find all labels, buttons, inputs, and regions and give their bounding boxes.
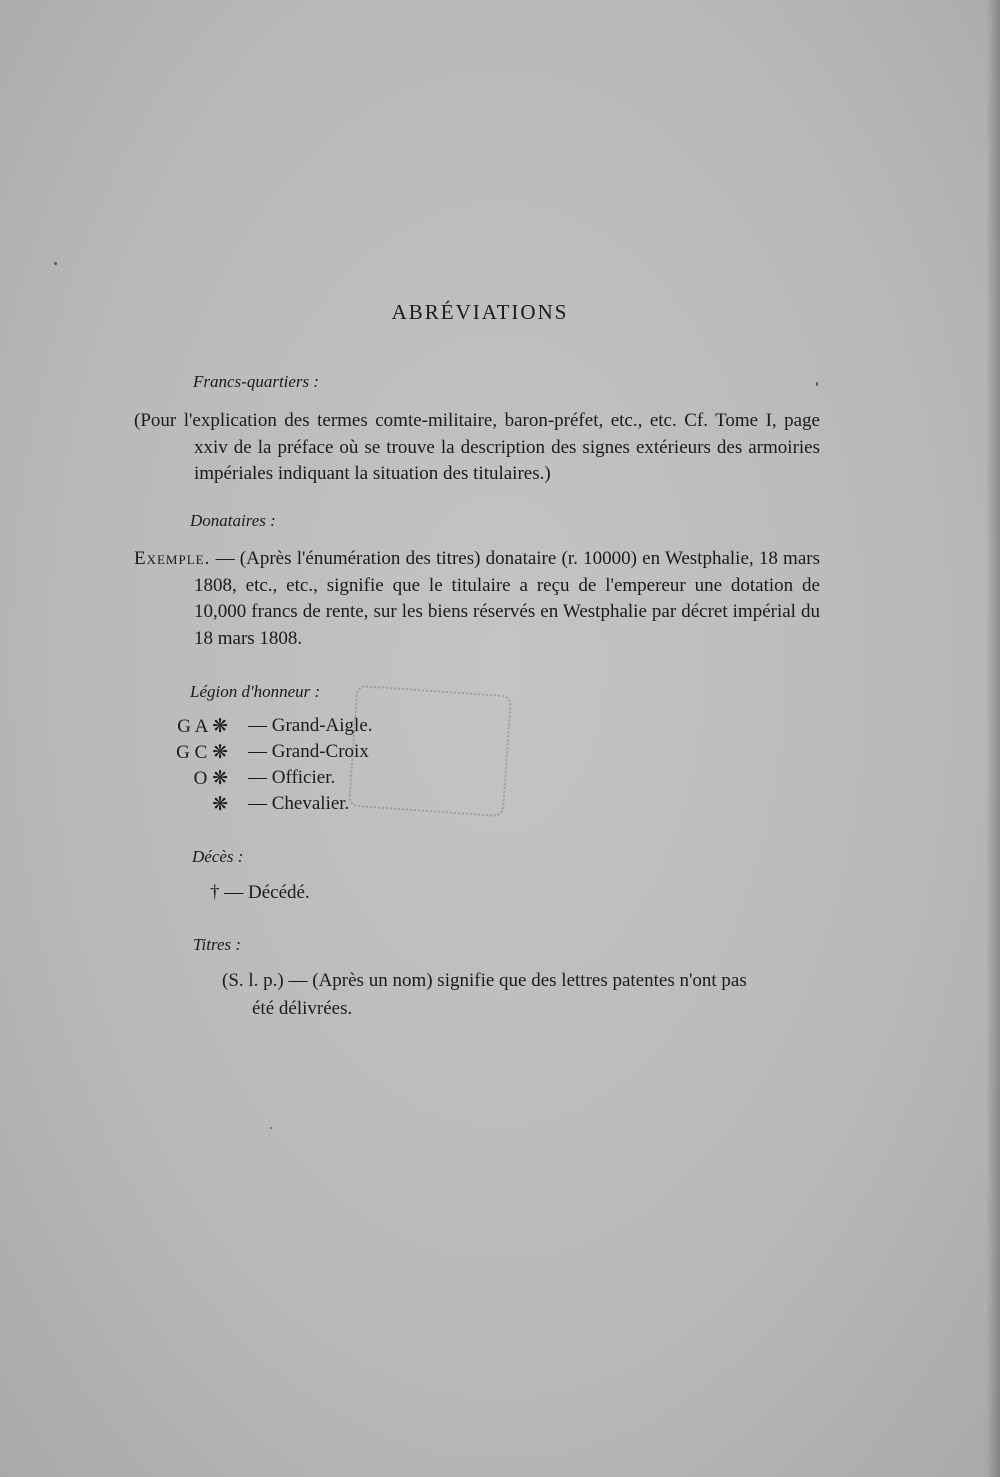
section-label-donataires: Donataires : (190, 511, 276, 530)
section-label-francs-quartiers: Francs-quartiers : (193, 372, 320, 391)
titres-line-1: (S. l. p.) — (Après un nom) signifie que des lettres patentes n'ont pas (222, 970, 747, 991)
exemple-lead: Exemple. (134, 548, 211, 569)
section-label-titres: Titres : (193, 935, 242, 954)
donataires-paragraph (134, 546, 820, 652)
page-edge-shadow (986, 0, 1000, 1477)
paper-speck (816, 382, 818, 386)
paper-speck (270, 1127, 272, 1129)
page-title: ABRÉVIATIONS (391, 300, 569, 324)
library-stamp (348, 685, 512, 818)
legion-def: — Chevalier. (248, 793, 350, 814)
francs-quartiers-text: (Pour l'explication des termes comte-militaire, baron-préfet, etc., etc. Cf. Tome I, page xxiv de la préface où se trouve la description des signes extérieurs des armoiries impériales indiquant la situation des titulaires.) (134, 410, 820, 484)
section-label-legion-honneur: Légion d'honneur : (190, 682, 321, 701)
legion-def: — Officier. (248, 767, 336, 788)
donataires-text-block (134, 546, 820, 652)
legion-abbr: O ❋ (193, 768, 228, 789)
titres-line-2: été délivrées. (252, 998, 353, 1019)
donataires-text: — (Après l'énumération des titres) donataire (r. 10000) en Westphalie, 18 mars 1808, etc., etc., signifie que le titulaire a reçu de l'empereur une dotation de 10,000 francs de rente, sur les biens réservés en Westphalie par décret impérial du 18 mars 1808. (194, 548, 820, 649)
deces-entry: † — Décédé. (210, 882, 310, 903)
legion-def: — Grand-Aigle. (248, 715, 373, 736)
francs-quartiers-paragraph (134, 408, 820, 488)
legion-abbr: G A ❋ (177, 716, 228, 737)
legion-def: — Grand-Croix (248, 741, 369, 762)
paper-speck (54, 262, 57, 265)
legion-abbr: G C ❋ (176, 742, 228, 763)
legion-abbr: ❋ (212, 794, 228, 815)
section-label-deces: Décès : (192, 847, 244, 866)
